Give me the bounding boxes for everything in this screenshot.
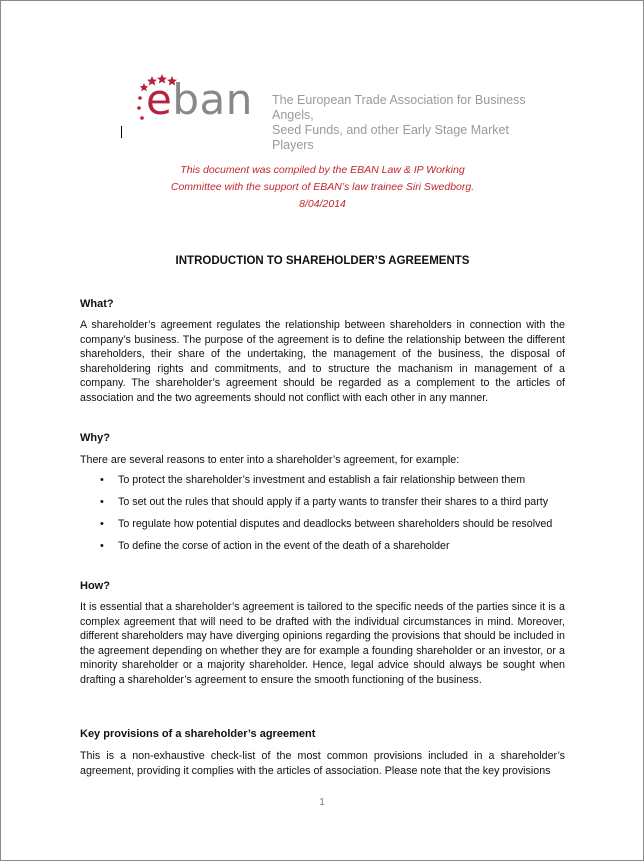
paragraph-what: A shareholder’s agreement regulates the relationship between shareholders in connection with the company’s business. The purpose of the agreement is to define the relationship between the different shareholders, their share of the undertaking, the management of the business, the disposal of shareholdering rights and commitments, and to structure the machanism in management of a company. The shareholder’s agreement should be regarded as a complement to the articles of association and the two agreements should not conflict with each other in any manner. [80, 319, 565, 404]
eban-logo [134, 72, 534, 152]
list-item: • To regulate how potential disputes and deadlocks between shareholders should be resolved [80, 517, 580, 539]
heading-key-provisions: Key provisions of a shareholder’s agreement [80, 728, 316, 740]
eban-wordmark [146, 76, 253, 124]
paragraph-key-provisions: This is a non-exhaustive check-list of the most common provisions included in a shareholder’s agreement, providing it complies with the articles of association. Please note that the key provisions [80, 750, 565, 777]
heading-why: Why? [80, 432, 110, 444]
document-date: 8/04/2014 [299, 198, 346, 210]
paragraph-how: It is essential that a shareholder’s agreement is tailored to the specific needs of the parties since it is a complex agreement that will need to be drafted with the individual circumstances in mind. Moreover, different shareholders may have diverging opinions regarding the provisions that should be included in the agreement depending on whether they are for example a founding shareholder or an investor, or a minority shareholder or a majority shareholder. Hence, legal advice should always be sought when drafting a shareholder’s agreement to ensure the smooth functioning of the business. [80, 601, 565, 686]
compiled-note [80, 162, 565, 196]
tagline-line-1: The European Trade Association for Business Angels, [272, 93, 526, 122]
paragraph-why-intro: There are several reasons to enter into a shareholder’s agreement, for example: [80, 454, 460, 466]
compiled-note-line-1: This document was compiled by the EBAN Law & IP Working [180, 164, 465, 176]
document-title: INTRODUCTION TO SHAREHOLDER’S AGREEMENTS [175, 255, 470, 267]
compiled-note-line-2: Committee with the support of EBAN’s law trainee Siri Swedborg. [170, 181, 475, 193]
reasons-list [80, 473, 580, 561]
tagline-line-2: Seed Funds, and other Early Stage Market Players [272, 123, 509, 152]
page-number: 1 [319, 797, 325, 808]
heading-what: What? [80, 298, 114, 310]
eban-wordmark-rest: ban [172, 75, 253, 124]
list-item: • To set out the rules that should apply if a party wants to transfer their shares to a third party [80, 495, 580, 517]
text-cursor [121, 126, 122, 138]
list-item: • To protect the shareholder’s investment and establish a fair relationship between them [80, 473, 580, 495]
list-item: • To define the corse of action in the event of the death of a shareholder [80, 539, 580, 561]
eban-tagline [272, 93, 534, 153]
heading-how: How? [80, 580, 110, 592]
eban-wordmark-e: e [146, 75, 173, 124]
